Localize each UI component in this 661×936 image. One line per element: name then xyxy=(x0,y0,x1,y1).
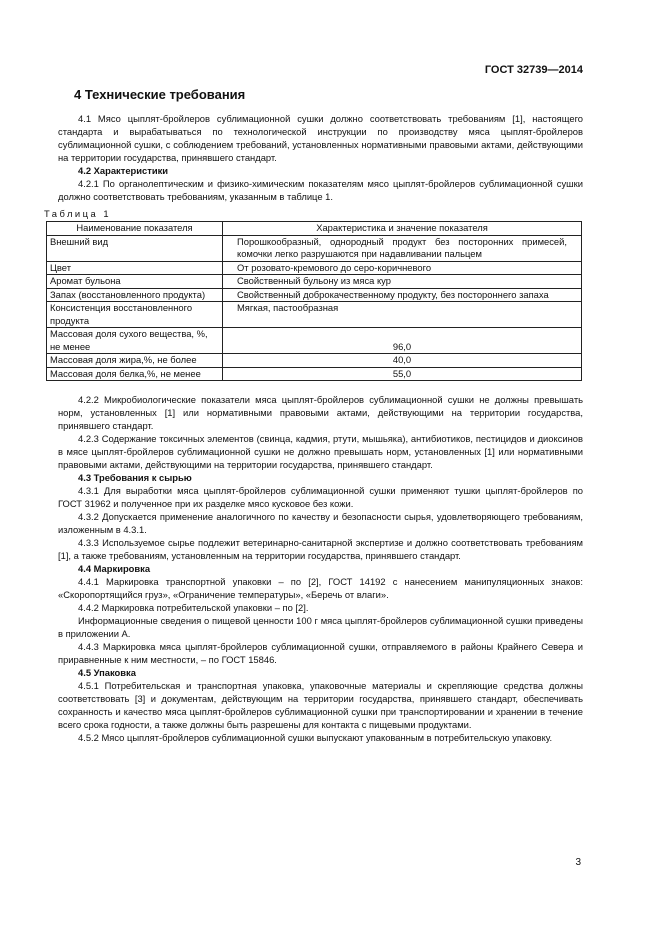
subsection-heading-4-5: 4.5 Упаковка xyxy=(78,667,136,678)
indicator-value: Свойственный доброкачественному продукту, без постороннего запаха xyxy=(223,288,582,302)
table-caption: Таблица 1 xyxy=(44,208,112,219)
subsection-heading-4-2: 4.2 Характеристики xyxy=(78,165,169,176)
indicator-value: 55,0 xyxy=(223,367,582,381)
indicator-value: 40,0 xyxy=(223,354,582,368)
section-title: 4 Технические требования xyxy=(74,87,246,102)
indicator-name: Массовая доля жира,%, не более xyxy=(47,354,223,368)
paragraph-4-3-1: 4.3.1 Для выработки мяса цыплят-бройлеров сублимационной сушки применяют тушки цыплят-бройлеров по ГОСТ 31962 и полученное при их разделке мясо кусковое без кожи. xyxy=(58,485,583,509)
indicator-name: Внешний вид xyxy=(47,235,223,261)
indicator-value: 96,0 xyxy=(223,328,582,354)
paragraph-4-2-2: 4.2.2 Микробиологические показатели мяса цыплят-бройлеров сублимационной сушки не должны превышать норм, установленных [1] или нормативными правовыми актами, действующими на территории государства, принявшего стандарт. xyxy=(58,394,583,431)
subsection-heading-4-3: 4.3 Требования к сырью xyxy=(78,472,192,483)
paragraph-4-2-3: 4.2.3 Содержание токсичных элементов (свинца, кадмия, ртути, мышьяка), антибиотиков, пестицидов и диоксинов в мясе цыплят-бройлеров сублимационной сушки не должно превышать норм, установленных [1] или нормативными правовыми актами, действующими на территории государства, принявшего стандарт. xyxy=(58,433,583,470)
table-row xyxy=(47,328,582,354)
table-header-cell: Характеристика и значение показателя xyxy=(223,222,582,236)
table-row xyxy=(47,302,582,328)
paragraph-4-2-1: 4.2.1 По органолептическим и физико-химическим показателям мясо цыплят-бройлеров сублимационной сушки должно соответствовать требованиям, указанным в таблице 1. xyxy=(58,178,583,202)
paragraph-4-5-2: 4.5.2 Мясо цыплят-бройлеров сублимационной сушки выпускают упакованным в потребительскую упаковку. xyxy=(78,732,553,743)
table-header-row xyxy=(47,222,582,236)
paragraph-4-5-1: 4.5.1 Потребительская и транспортная упаковка, упаковочные материалы и скрепляющие средства должны соответствовать [3] и документам, действующим на территории государства, принявшего стандарт, обеспечивать сохранность и качество мяса цыплят-бройлеров сублимационной сушки при транспортировании и хранении в течение всего срока годности, а также должны быть разрешены для контакта с пищевыми продуктами. xyxy=(58,680,583,730)
table-row xyxy=(47,275,582,289)
paragraph-4-4-2-info: Информационные сведения о пищевой ценности 100 г мяса цыплят-бройлеров сублимационной сушки приведены в приложении А. xyxy=(58,615,583,639)
indicator-name: Аромат бульона xyxy=(47,275,223,289)
document-code: ГОСТ 32739—2014 xyxy=(484,64,583,76)
characteristics-table xyxy=(46,221,582,381)
paragraph-4-3-2: 4.3.2 Допускается применение аналогичного по качеству и безопасности сырья, удовлетворяющего требованиям, изложенным в 4.3.1. xyxy=(58,511,583,535)
indicator-name: Массовая доля белка,%, не менее xyxy=(47,367,223,381)
table-row xyxy=(47,354,582,368)
paragraph-4-4-2: 4.4.2 Маркировка потребительской упаковки – по [2]. xyxy=(78,602,309,613)
indicator-value: От розовато-кремового до серо-коричневого xyxy=(223,261,582,275)
page-number: 3 xyxy=(575,857,581,868)
indicator-name: Консистенция восстановленного продукта xyxy=(47,302,223,328)
indicator-name: Цвет xyxy=(47,261,223,275)
table-row xyxy=(47,235,582,261)
indicator-value: Мягкая, пастообразная xyxy=(223,302,582,328)
indicator-name: Массовая доля сухого вещества, %, не менее xyxy=(47,328,223,354)
paragraph-4-3-3: 4.3.3 Используемое сырье подлежит ветеринарно-санитарной экспертизе и должно соответствовать требованиям [1], а также требованиям, установленным на территории государства, принявшего стандарт. xyxy=(58,537,583,561)
paragraph-4-1: 4.1 Мясо цыплят-бройлеров сублимационной сушки должно соответствовать требованиям [1], настоящего стандарта и вырабатываться по технологической инструкции по производству мяса цыплят-бройлеров сублимационной сушки, с соблюдением требований, установленных нормативными правовыми актами, действующими на территории государства, принявшего стандарт. xyxy=(58,113,583,163)
paragraph-4-4-1: 4.4.1 Маркировка транспортной упаковки – по [2], ГОСТ 14192 с нанесением манипуляционных знаков: «Скоропортящийся груз», «Ограничение температуры», «Беречь от влаги». xyxy=(58,576,583,600)
table-row xyxy=(47,367,582,381)
indicator-name: Запах (восстановленного продукта) xyxy=(47,288,223,302)
indicator-value: Свойственный бульону из мяса кур xyxy=(223,275,582,289)
document-body xyxy=(44,82,583,744)
table-row xyxy=(47,288,582,302)
paragraph-4-4-3: 4.4.3 Маркировка мяса цыплят-бройлеров сублимационной сушки, отправляемого в районы Крайнего Севера и приравненные к ним местности, – по ГОСТ 15846. xyxy=(58,641,583,665)
table-header-cell: Наименование показателя xyxy=(47,222,223,236)
indicator-value: Порошкообразный, однородный продукт без посторонних примесей, комочки легко разрушаются при надавливании пальцем xyxy=(223,235,582,261)
table-row xyxy=(47,261,582,275)
subsection-heading-4-4: 4.4 Маркировка xyxy=(78,563,151,574)
